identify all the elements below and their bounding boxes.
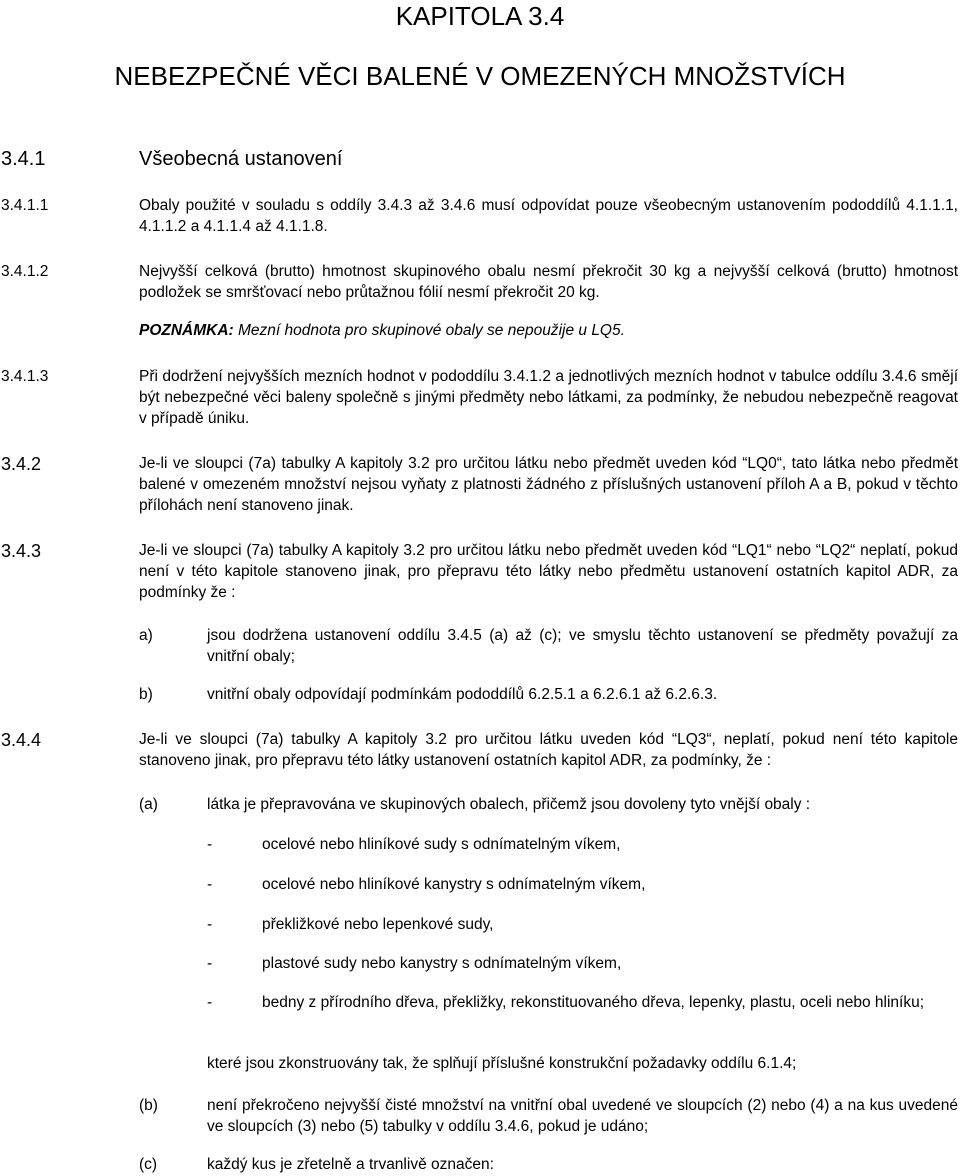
list-item-label-b: b) bbox=[139, 686, 153, 703]
dash-item: ocelové nebo hliníkové sudy s odnímatelným víkem, bbox=[262, 836, 621, 853]
paragraph-number-3-4-4: 3.4.4 bbox=[1, 730, 42, 750]
page-title: NEBEZPEČNÉ VĚCI BALENÉ V OMEZENÝCH MNOŽSTVÍCH bbox=[114, 61, 846, 91]
section-number-3-4-1: 3.4.1 bbox=[1, 148, 46, 170]
section-title-3-4-1: Všeobecná ustanovení bbox=[139, 148, 343, 170]
list-item-label-a: a) bbox=[139, 627, 153, 644]
dash-bullet: - bbox=[207, 836, 213, 853]
paragraph-3-4-1-1: Obaly použité v souladu s oddíly 3.4.3 až 3.4.6 musí odpovídat pouze všeobecným ustanovením pododdílů 4.1.1.1, 4.1.1.2 a 4.1.1.4 až 4.1.1.8. bbox=[139, 197, 958, 235]
list-item-label-c: (c) bbox=[139, 1156, 158, 1173]
paragraph-number-3-4-2: 3.4.2 bbox=[1, 454, 42, 474]
list-item-a: jsou dodržena ustanovení oddílu 3.4.5 (a) až (c); ve smyslu těchto ustanovení se předměty považují za vnitřní obaly; bbox=[207, 627, 958, 665]
list-item-label-a: (a) bbox=[139, 796, 158, 813]
list-item-b: vnitřní obaly odpovídají podmínkám pododdílů 6.2.5.1 a 6.2.6.1 až 6.2.6.3. bbox=[207, 686, 718, 703]
paragraph-number-3-4-3: 3.4.3 bbox=[1, 541, 42, 561]
dash-bullet: - bbox=[207, 994, 213, 1011]
paragraph-number-3-4-1-2: 3.4.1.2 bbox=[1, 263, 49, 280]
construction-requirement-text: které jsou zkonstruovány tak, že splňují příslušné konstrukční požadavky oddílu 6.1.4; bbox=[207, 1055, 797, 1072]
list-item-b: není překročeno nejvyšší čisté množství na vnitřní obal uvedené ve sloupcích (2) nebo (4) a na kus uvedené ve sloupcích (3) nebo (5) tabulky v oddílu 3.4.6, pokud je udáno; bbox=[207, 1097, 958, 1135]
dash-item: plastové sudy nebo kanystry s odnímatelným víkem, bbox=[262, 955, 622, 972]
paragraph-3-4-1-3: Při dodržení nejvyšších mezních hodnot v pododdílu 3.4.1.2 a jednotlivých mezních hodnot v tabulce oddílu 3.4.6 smějí být nebezpečné věci baleny společně s jinými předměty nebo látkami, za podmínky, že nebudou nebezpečně reagovat v případě úniku. bbox=[139, 368, 958, 427]
list-item-c: každý kus je zřetelně a trvanlivě označen: bbox=[207, 1156, 494, 1173]
paragraph-3-4-3: Je-li ve sloupci (7a) tabulky A kapitoly 3.2 pro určitou látku nebo předmět uveden kód “LQ1“ nebo “LQ2“ neplatí, pokud není v této kapitole stanoveno jinak, pro přepravu této látky nebo předmětu ustanovení ostatních kapitol ADR, za podmínky že : bbox=[139, 542, 958, 601]
paragraph-number-3-4-1-3: 3.4.1.3 bbox=[1, 368, 49, 385]
dash-item: ocelové nebo hliníkové kanystry s odnímatelným víkem, bbox=[262, 876, 646, 893]
note-text: Mezní hodnota pro skupinové obaly se nepoužije u LQ5. bbox=[233, 322, 625, 339]
list-item-label-b: (b) bbox=[139, 1097, 158, 1114]
note-label: POZNÁMKA: bbox=[139, 322, 234, 339]
dash-item: překližkové nebo lepenkové sudy, bbox=[262, 916, 494, 933]
list-item-a: látka je přepravována ve skupinových obalech, přičemž jsou dovoleny tyto vnější obaly : bbox=[207, 796, 811, 813]
paragraph-number-3-4-1-1: 3.4.1.1 bbox=[1, 197, 49, 214]
dash-item: bedny z přírodního dřeva, překližky, rekonstituovaného dřeva, lepenky, plastu, oceli nebo hliníku; bbox=[262, 994, 925, 1011]
dash-bullet: - bbox=[207, 916, 213, 933]
paragraph-3-4-4: Je-li ve sloupci (7a) tabulky A kapitoly 3.2 pro určitou látku uveden kód “LQ3“, neplatí, pokud není této kapitole stanoveno jinak, pro přepravu této látky ustanovení ostatních kapitol ADR, za podmínky, že : bbox=[139, 731, 958, 769]
dash-bullet: - bbox=[207, 955, 213, 972]
dash-bullet: - bbox=[207, 876, 213, 893]
paragraph-3-4-1-2: Nejvyšší celková (brutto) hmotnost skupinového obalu nesmí překročit 30 kg a nejvyšší celková (brutto) hmotnost podložek se smršťovací nebo průtažnou fólií nesmí překročit 20 kg. bbox=[139, 263, 958, 301]
paragraph-3-4-2: Je-li ve sloupci (7a) tabulky A kapitoly 3.2 pro určitou látku nebo předmět uveden kód “LQ0“, tato látka nebo předmět balené v omezeném množství nejsou vyňaty z platnosti žádného z příslušných ustanovení příloh A a B, pokud v těchto přílohách není stanoveno jinak. bbox=[139, 455, 958, 514]
chapter-label: KAPITOLA 3.4 bbox=[395, 1, 565, 31]
note bbox=[139, 320, 958, 341]
